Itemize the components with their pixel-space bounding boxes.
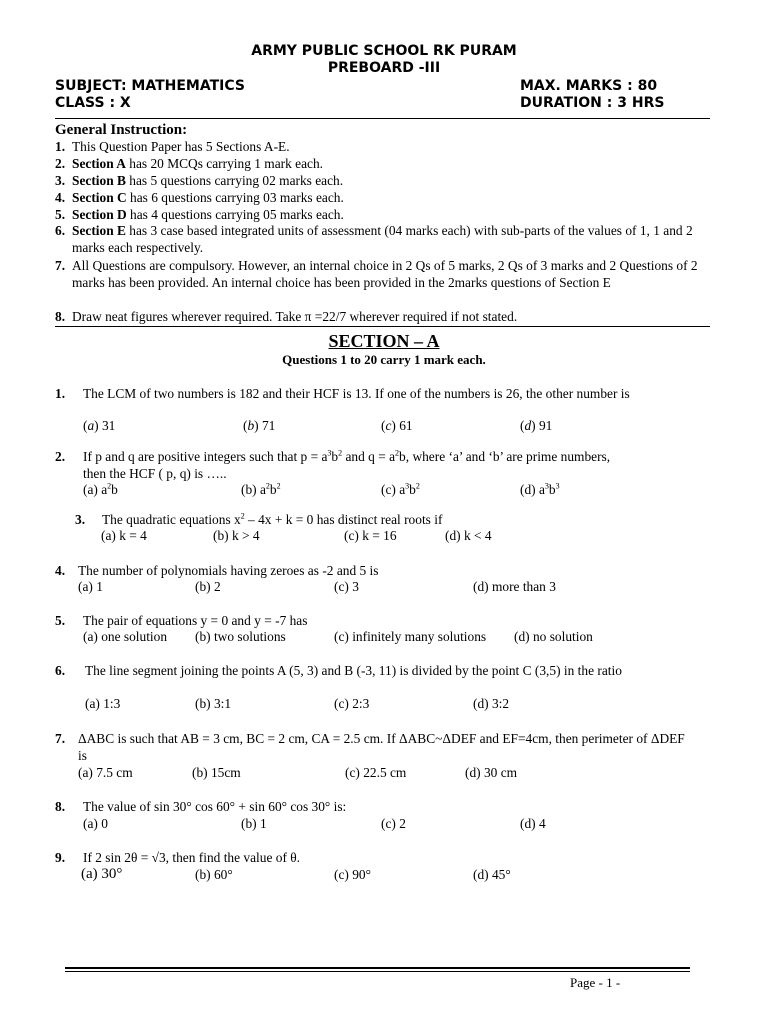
option-c: (c) 2	[381, 816, 406, 831]
question-number: 7.	[55, 731, 66, 746]
school-name: ARMY PUBLIC SCHOOL RK PURAM	[251, 43, 517, 59]
instruction-item	[55, 207, 717, 224]
option-c: (c) 90°	[334, 867, 371, 882]
instruction-section: Section C	[72, 190, 127, 205]
question-text: The pair of equations y = 0 and y = -7 has	[83, 613, 308, 628]
instruction-item	[55, 139, 717, 156]
instruction-section: Section D	[72, 207, 127, 222]
instruction-item	[55, 258, 717, 292]
question-text: ΔABC is such that AB = 3 cm, BC = 2 cm, CA = 2.5 cm. If ΔABC~ΔDEF and EF=4cm, then perimeter of ΔDEF is	[78, 731, 685, 763]
instruction-number: 4.	[55, 190, 66, 205]
instruction-text: Draw neat figures wherever required. Take π =22/7 wherever required if not stated.	[72, 309, 518, 324]
question-text: The number of polynomials having zeroes as -2 and 5 is	[78, 563, 379, 578]
option-d: (d) 45°	[473, 867, 511, 882]
option-b: (b) 3:1	[195, 696, 232, 711]
question-number: 3.	[75, 512, 86, 527]
option-c: (c) 2:3	[334, 696, 370, 711]
instructions-title: General Instruction:	[55, 122, 188, 138]
instruction-item	[55, 309, 717, 326]
section-title: SECTION – A	[328, 331, 440, 351]
option-a: (a) 30°	[81, 866, 123, 882]
option-d: (d) no solution	[514, 629, 593, 644]
question-number: 9.	[55, 850, 66, 865]
instruction-number: 6.	[55, 223, 66, 238]
option-b: (b) 1	[241, 816, 267, 831]
page-number: Page - 1 -	[570, 975, 621, 990]
option-c: (c) 61	[381, 418, 413, 433]
question-text: The value of sin 30° cos 60° + sin 60° cos 30° is:	[83, 799, 347, 814]
option-a: (a) 1	[78, 579, 103, 594]
instruction-number: 3.	[55, 173, 66, 188]
question-text: The line segment joining the points A (5, 3) and B (-3, 11) is divided by the point C (3,5) in the ratio	[85, 663, 622, 678]
option-a: (a) 31	[83, 418, 116, 433]
instruction-item	[55, 223, 717, 257]
question-number: 4.	[55, 563, 66, 578]
option-b: (b) two solutions	[195, 629, 286, 644]
question-text: The LCM of two numbers is 182 and their HCF is 13. If one of the numbers is 26, the other number is	[83, 386, 630, 401]
question-number: 2.	[55, 449, 66, 464]
instruction-number: 8.	[55, 309, 66, 324]
section-subtitle: Questions 1 to 20 carry 1 mark each.	[282, 352, 486, 367]
instruction-item	[55, 156, 717, 173]
instruction-number: 7.	[55, 258, 66, 273]
option-a: (a) 0	[83, 816, 108, 831]
max-marks-label: MAX. MARKS : 80	[520, 78, 658, 94]
option-d: (d) 91	[520, 418, 553, 433]
option-d: (d) k < 4	[445, 528, 492, 543]
instruction-text: has 5 questions carrying 02 marks each.	[125, 173, 344, 188]
option-d: (d) more than 3	[473, 579, 556, 594]
question-text-continued: then the HCF ( p, q) is …..	[83, 466, 227, 481]
option-b: (b) $a^2b^2$	[241, 481, 281, 497]
option-d: (d) 4	[520, 816, 546, 831]
option-c: (c) 22.5 cm	[345, 765, 407, 780]
question-text: If p and q are positive integers such that $p = a^3b^2$ and $q = a^2b$, where ‘a’ and ‘b’ are prime numbers,	[83, 448, 611, 464]
instruction-text: has 6 questions carrying 03 marks each.	[126, 190, 344, 205]
instruction-section: Section A	[72, 156, 126, 171]
instruction-text: has 20 MCQs carrying 1 mark each.	[125, 156, 324, 171]
option-b: (b) 2	[195, 579, 221, 594]
option-c: (c) infinitely many solutions	[334, 629, 487, 644]
instruction-number: 5.	[55, 207, 66, 222]
instruction-section: Section B	[72, 173, 126, 188]
option-b: (b) 71	[243, 418, 276, 433]
option-b: (b) 15cm	[192, 765, 241, 780]
duration-label: DURATION : 3 HRS	[520, 95, 665, 111]
option-c: (c) 3	[334, 579, 359, 594]
question-text: The quadratic equations $x^2 - 4x + k = 0$ has distinct real roots if	[102, 511, 443, 527]
question-number: 1.	[55, 386, 66, 401]
instruction-item	[55, 190, 717, 207]
question-number: 5.	[55, 613, 66, 628]
option-d: (d) 3:2	[473, 696, 510, 711]
instruction-number: 1.	[55, 139, 66, 154]
footer-divider-bottom	[65, 971, 690, 972]
instruction-text: has 3 case based integrated units of assessment (04 marks each) with sub-parts of the values of 1, 1 and 2 marks each respectively.	[72, 223, 693, 255]
option-a: (a) 7.5 cm	[78, 765, 133, 780]
question-number: 8.	[55, 799, 66, 814]
instruction-number: 2.	[55, 156, 66, 171]
option-a: (a) one solution	[83, 629, 168, 644]
option-b: (b) k > 4	[213, 528, 260, 543]
instructions-divider	[55, 326, 710, 327]
exam-title: PREBOARD -III	[327, 60, 441, 76]
option-a: (a) $a^2b$	[83, 481, 118, 497]
footer-divider-top	[65, 967, 690, 969]
instruction-text: has 4 questions carrying 05 marks each.	[126, 207, 344, 222]
option-c: (c) $a^3b^2$	[381, 481, 420, 497]
instruction-item	[55, 173, 717, 190]
instruction-text: This Question Paper has 5 Sections A-E.	[72, 139, 290, 154]
question-number: 6.	[55, 663, 66, 678]
option-b: (b) 60°	[195, 867, 233, 882]
question-text: If 2 sin 2θ = √3, then find the value of θ.	[83, 850, 301, 865]
header-divider	[55, 118, 710, 119]
option-d: (d) 30 cm	[465, 765, 518, 780]
instruction-text: All Questions are compulsory. However, an internal choice in 2 Qs of 5 marks, 2 Qs of 3 marks and 2 Questions of 2 marks has been provided. An internal choice has been provided in the 2marks questions of Section E	[72, 258, 698, 290]
option-d: (d) $a^3b^3$	[520, 481, 560, 497]
option-c: (c) k = 16	[344, 528, 397, 543]
subject-label: SUBJECT: MATHEMATICS	[55, 78, 245, 94]
class-label: CLASS : X	[55, 95, 131, 111]
option-a: (a) k = 4	[101, 528, 147, 543]
option-a: (a) 1:3	[85, 696, 121, 711]
instruction-section: Section E	[72, 223, 126, 238]
